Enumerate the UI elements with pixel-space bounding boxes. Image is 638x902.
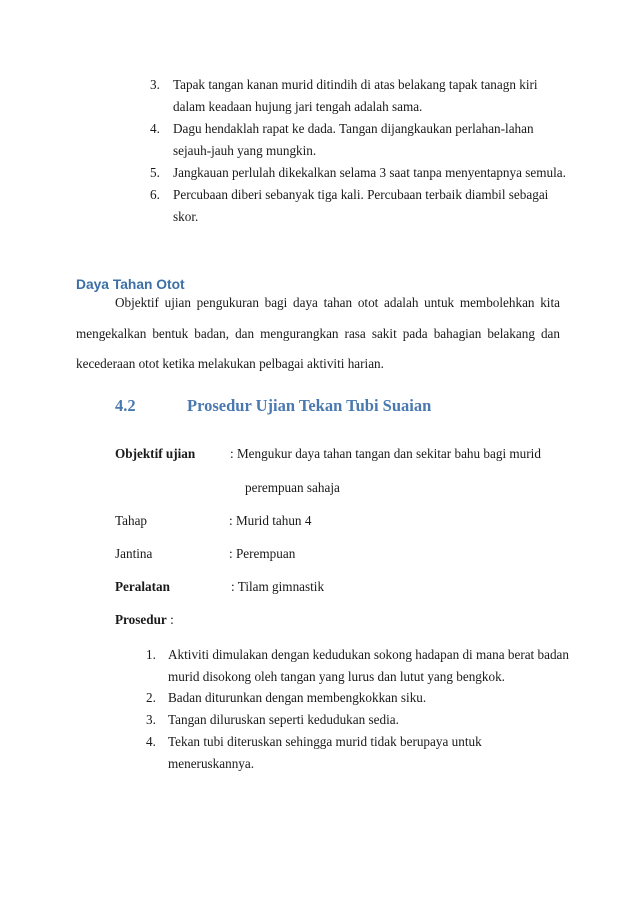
list-text: Badan diturunkan dengan membengkokkan siku.	[168, 690, 427, 705]
paragraph-line: Objektif ujian pengukuran bagi daya tahan otot adalah untuk membolehkan kita	[115, 295, 560, 310]
list-text: murid disokong oleh tangan yang lurus dan lutut yang bengkok.	[168, 669, 505, 684]
list-text: Percubaan diberi sebanyak tiga kali. Percubaan terbaik diambil sebagai	[173, 187, 549, 202]
objektif-label: Objektif ujian	[115, 446, 196, 461]
list-number: 2.	[146, 690, 156, 705]
list-text: Jangkauan perlulah dikekalkan selama 3 saat tanpa menyentapnya semula.	[173, 165, 566, 180]
prosedur-heading	[115, 612, 174, 628]
subsection-number: 4.2	[115, 396, 136, 415]
list-text: dalam keadaan hujung jari tengah adalah sama.	[173, 99, 423, 114]
objektif-value: : Mengukur daya tahan tangan dan sekitar bahu bagi murid	[230, 446, 541, 461]
list-text: meneruskannya.	[168, 756, 255, 771]
peralatan-label: Peralatan	[115, 579, 170, 594]
paragraph-line: kecederaan otot ketika melakukan pelbagai aktiviti harian.	[76, 356, 384, 371]
list-number: 3.	[150, 77, 160, 92]
prosedur-label: Prosedur	[115, 612, 167, 627]
list-text: Tekan tubi diteruskan sehingga murid tidak berupaya untuk	[168, 734, 482, 749]
list-text: Dagu hendaklah rapat ke dada. Tangan dijangkaukan perlahan-lahan	[173, 121, 534, 136]
peralatan-value: : Tilam gimnastik	[231, 579, 325, 594]
list-text: sejauh-jauh yang mungkin.	[173, 143, 317, 158]
section-heading: Daya Tahan Otot	[76, 277, 185, 292]
tahap-label: Tahap	[115, 513, 148, 528]
list-number: 5.	[150, 165, 160, 180]
paragraph-line: mengekalkan bentuk badan, dan mengurangkan rasa sakit pada bahagian belakang dan	[76, 326, 560, 341]
jantina-label: Jantina	[115, 546, 153, 561]
subsection-title: Prosedur Ujian Tekan Tubi Suaian	[187, 396, 432, 415]
list-text: Tapak tangan kanan murid ditindih di atas belakang tapak tanagn kiri	[173, 77, 538, 92]
list-number: 1.	[146, 647, 156, 662]
list-text: Aktiviti dimulakan dengan kedudukan sokong hadapan di mana berat badan	[168, 647, 570, 662]
tahap-value: : Murid tahun 4	[229, 513, 312, 528]
list-number: 4.	[150, 121, 160, 136]
jantina-value: : Perempuan	[229, 546, 296, 561]
list-number: 4.	[146, 734, 156, 749]
list-number: 3.	[146, 712, 156, 727]
list-text: Tangan diluruskan seperti kedudukan sedia.	[168, 712, 399, 727]
list-text: skor.	[173, 209, 199, 224]
prosedur-colon: :	[166, 612, 174, 627]
objektif-value-continued: perempuan sahaja	[245, 480, 340, 495]
list-number: 6.	[150, 187, 160, 202]
